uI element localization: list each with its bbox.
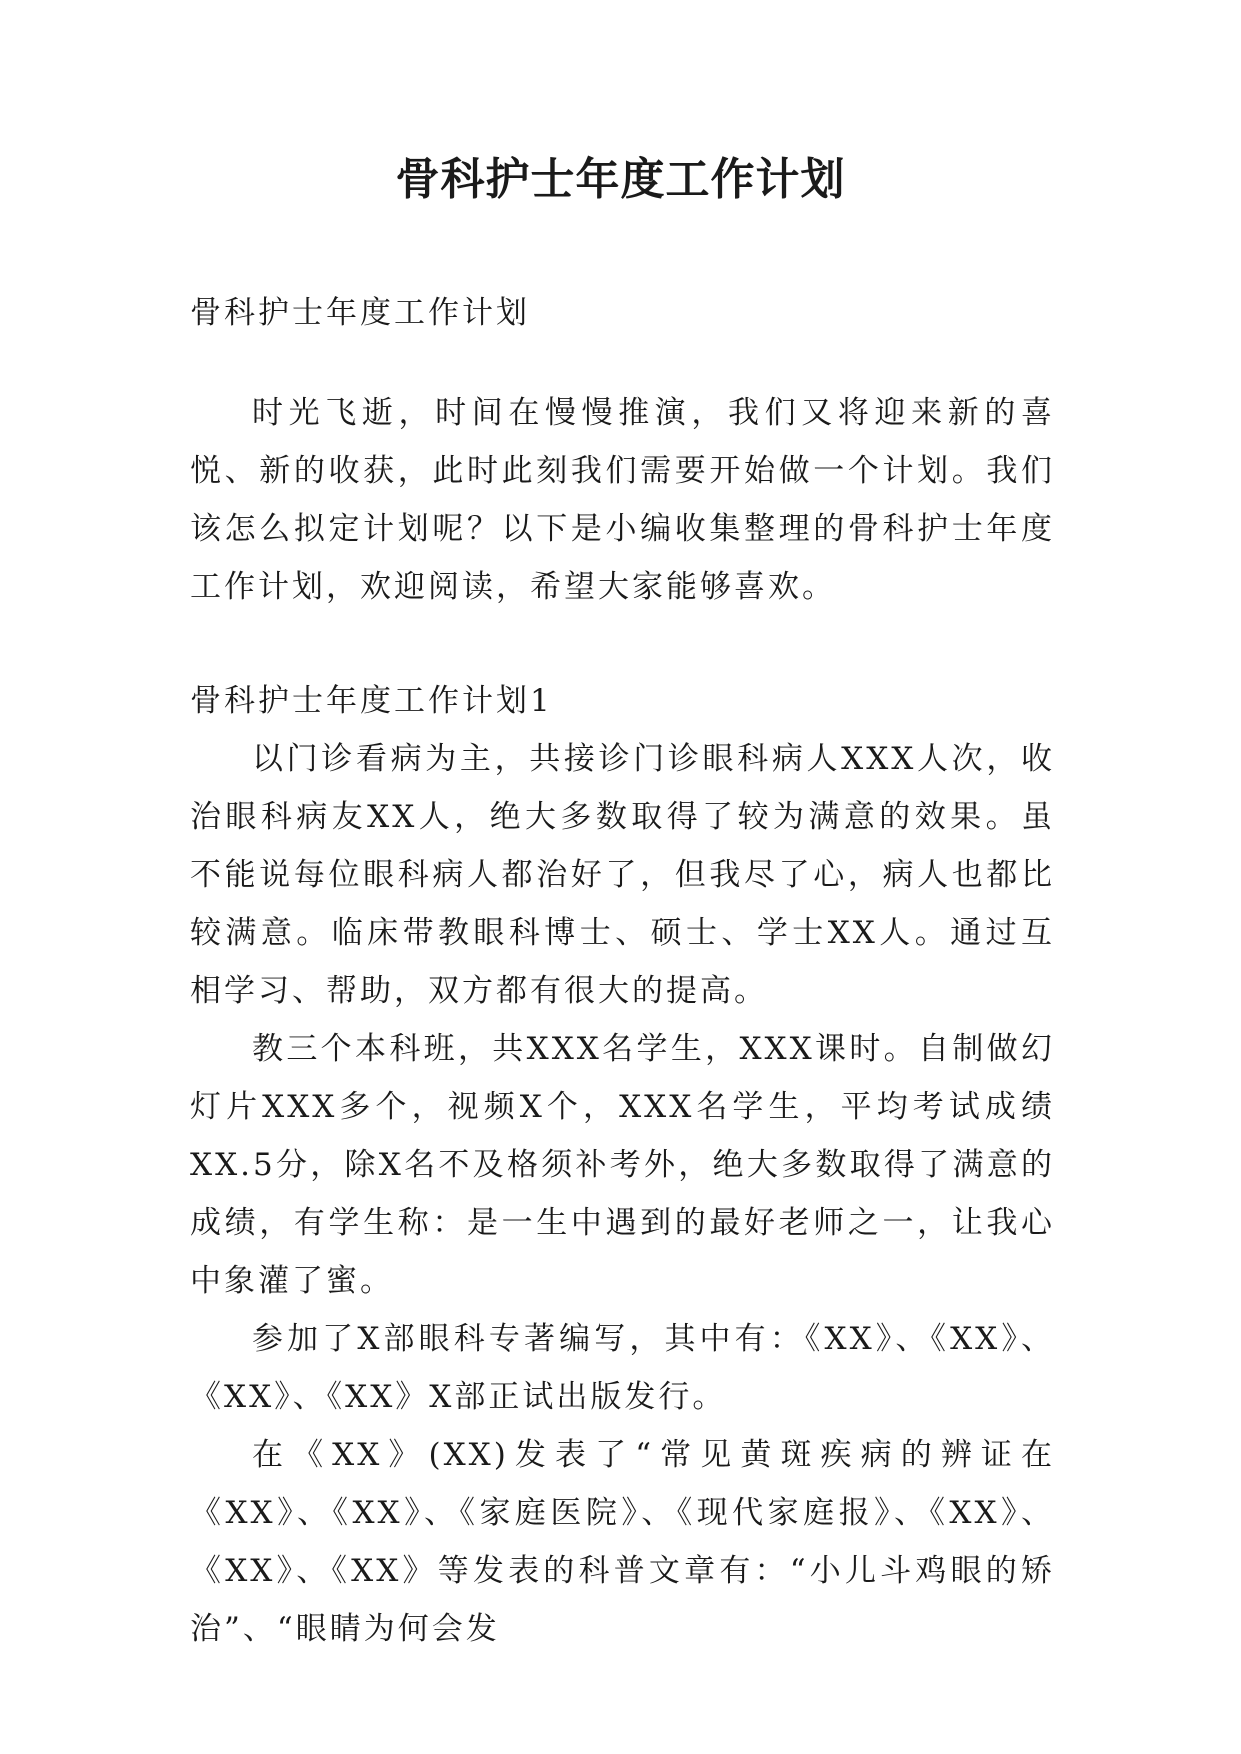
body-paragraph: 参加了X部眼科专著编写，其中有：《XX》、《XX》、《XX》、《XX》X部正试出版发行。: [190, 1321, 1055, 1415]
body-paragraph: 在《XX》(XX)发表了“常见黄斑疾病的辨证在《XX》、《XX》、《家庭医院》、《现代家庭报》、《XX》、《XX》、《XX》等发表的科普文章有：“小儿斗鸡眼的矫治”、“眼睛为何会发: [190, 1437, 1055, 1647]
body-paragraph: 教三个本科班，共XXX名学生，XXX课时。自制做幻灯片XXX多个，视频X个，XXX名学生，平均考试成绩XX.5分，除X名不及格须补考外，绝大多数取得了满意的成绩，有学生称：是一生中遇到的最好老师之一，让我心中象灌了蜜。: [190, 1031, 1055, 1299]
intro-paragraph: 时光飞逝，时间在慢慢推演，我们又将迎来新的喜悦、新的收获，此时此刻我们需要开始做一个计划。我们该怎么拟定计划呢？以下是小编收集整理的骨科护士年度工作计划，欢迎阅读，希望大家能够喜欢。: [190, 395, 1055, 605]
document-body: [190, 284, 1055, 1658]
spacer: [190, 616, 1055, 672]
section-heading: 骨科护士年度工作计划1: [190, 683, 553, 719]
body-paragraph: 以门诊看病为主，共接诊门诊眼科病人XXX人次，收治眼科病友XX人，绝大多数取得了较为满意的效果。虽不能说每位眼科病人都治好了，但我尽了心，病人也都比较满意。临床带教眼科博士、硕士、学士XX人。通过互相学习、帮助，双方都有很大的提高。: [190, 741, 1055, 1009]
spacer: [190, 342, 1055, 384]
document-subtitle: 骨科护士年度工作计划: [190, 295, 530, 331]
document-title: 骨科护士年度工作计划: [395, 154, 846, 205]
